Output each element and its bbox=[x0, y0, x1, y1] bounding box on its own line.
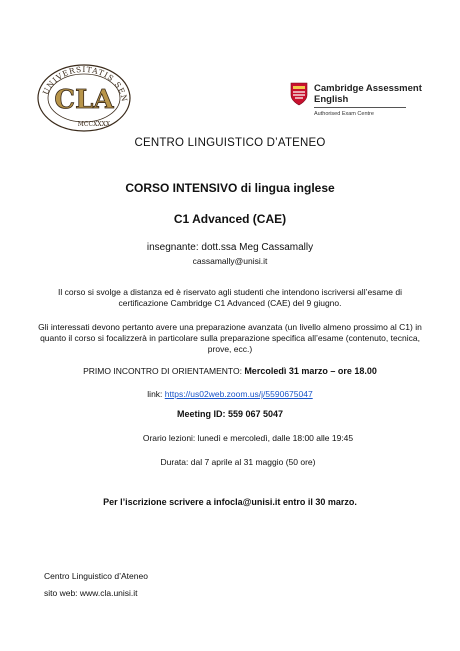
cla-logo bbox=[34, 58, 134, 132]
cambridge-note: Authorised Exam Centre bbox=[314, 111, 374, 117]
course-duration: Durata: dal 7 aprile al 31 maggio (50 ore) bbox=[160, 457, 316, 467]
cambridge-shield-icon bbox=[290, 82, 308, 106]
teacher-email: cassamally@unisi.it bbox=[192, 256, 268, 266]
paragraph-requirements: Gli interessati devono pertanto avere una preparazione avanzata (un livello almeno prossimo al C1) in quanto il corso si focalizzerà in particolare sulla preparazione specifica all’esame (contenuto, tecnica, prove, ecc.) bbox=[38, 322, 422, 354]
center-name-heading: CENTRO LINGUISTICO D’ATENEO bbox=[134, 137, 326, 149]
link-label: link: bbox=[147, 389, 165, 399]
meeting-date: Mercoledì 31 marzo – ore 18.00 bbox=[244, 366, 377, 376]
svg-text:MCCXXXX: MCCXXXX bbox=[77, 121, 111, 128]
cambridge-subtitle: English bbox=[314, 94, 349, 105]
course-title: CORSO INTENSIVO di lingua inglese bbox=[125, 181, 335, 195]
cambridge-divider bbox=[314, 107, 406, 108]
cambridge-logo bbox=[290, 80, 420, 120]
signup-instructions: Per l’iscrizione scrivere a infocla@unisi.it entro il 30 marzo. bbox=[103, 497, 357, 507]
orientation-meeting bbox=[0, 366, 460, 376]
footer-center-name: Centro Linguistico d’Ateneo bbox=[44, 571, 148, 581]
svg-text:UNIVERSITATIS SENENSIS: UNIVERSITATIS SEN bbox=[40, 64, 130, 104]
zoom-link[interactable]: https://us02web.zoom.us/j/5590675047 bbox=[164, 389, 313, 399]
meeting-id: Meeting ID: 559 067 5047 bbox=[176, 409, 284, 419]
paragraph-course-info: Il corso si svolge a distanza ed è riservato agli studenti che intendono iscriversi all’esame di certificazione Cambridge C1 Advanced (CAE) del 9 giugno. bbox=[58, 287, 402, 308]
footer-website: sito web: www.cla.unisi.it bbox=[44, 588, 138, 598]
teacher-name: insegnante: dott.ssa Meg Cassamally bbox=[146, 242, 314, 253]
meeting-label: PRIMO INCONTRO DI ORIENTAMENTO: bbox=[83, 366, 245, 376]
cla-seal-icon bbox=[34, 58, 134, 132]
meeting-link-line bbox=[0, 389, 460, 399]
course-level: C1 Advanced (CAE) bbox=[173, 212, 287, 226]
cambridge-title: Cambridge Assessment bbox=[314, 83, 422, 94]
lesson-hours: Orario lezioni: lunedì e mercoledì, dalle 18:00 alle 19:45 bbox=[142, 433, 354, 443]
svg-text:CLA: CLA bbox=[54, 85, 114, 115]
